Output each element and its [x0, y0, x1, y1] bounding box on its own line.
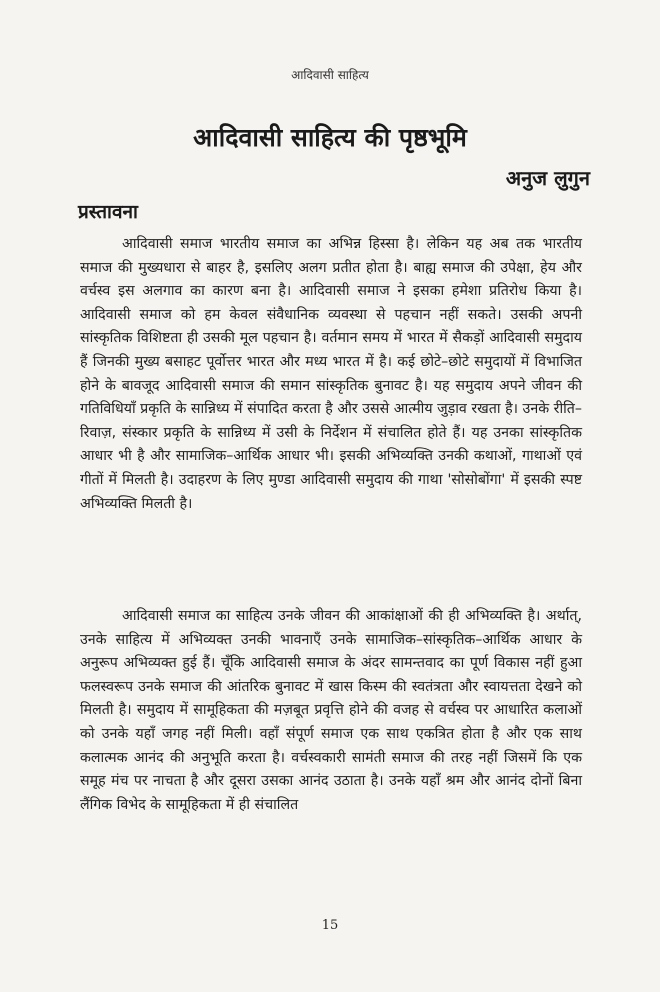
- running-header: आदिवासी साहित्य: [291, 68, 369, 82]
- paragraph: आदिवासी समाज भारतीय समाज का अभिन्न हिस्सा है। लेकिन यह अब तक भारतीय समाज की मुख्यधारा से बाहर है, इसलिए अलग प्रतीत होता है। बाह्य समाज की उपेक्षा, हेय और वर्चस्व इस अलगाव का कारण बना है। आदिवासी समाज ने इसका हमेशा प्रतिरोध किया है। आदिवासी समाज को हम केवल संवैधानिक व्यवस्था से पहचान नहीं सकते। उसकी अपनी सांस्कृतिक विशिष्टता ही उसकी मूल पहचान है। वर्तमान समय में भारत में सैकड़ों आदिवासी समुदाय हैं जिनकी मुख्य बसाहट पूर्वोत्तर भारत और मध्य भारत में है। कई छोटे–छोटे समुदायों में विभाजित होने के बावजूद आदिवासी समाज की समान सांस्कृतिक बुनावट है। यह समुदाय अपने जीवन की गतिविधियाँ प्रकृति के सान्निध्य में संपादित करता है और उससे आत्मीय जुड़ाव रखता है। उनके रीति–रिवाज़, संस्कार प्रकृति के सान्निध्य में उसी के निर्देशन में संचालित होते हैं। यह उनका सांस्कृतिक आधार भी है और सामाजिक–आर्थिक आधार भी। इसकी अभिव्यक्ति उनकी कथाओं, गाथाओं एवं गीतों में मिलती है। उदाहरण के लिए मुण्डा आदिवासी समुदाय की गाथा 'सोसोबोंगा' में इसकी स्पष्ट अभिव्यक्ति मिलती है।: [80, 236, 582, 512]
- page-number: 15: [321, 918, 339, 933]
- chapter-title: आदिवासी साहित्य की पृष्ठभूमि: [193, 123, 467, 152]
- paragraph-block-1: [80, 233, 582, 516]
- author-name: अनुज लुगुन: [505, 166, 590, 190]
- paragraph: आदिवासी समाज का साहित्य उनके जीवन की आकांक्षाओं की ही अभिव्यक्ति है। अर्थात्, उनके साहित्य में अभिव्यक्त उनकी भावनाएँ उनके सामाजिक–सांस्कृतिक–आर्थिक आधार के अनुरूप अभिव्यक्त हुई हैं। चूँकि आदिवासी समाज के अंदर सामन्तवाद का पूर्ण विकास नहीं हुआ फलस्वरूप उनके समाज की आंतरिक बुनावट में खास किस्म की स्वतंत्रता और स्वायत्तता देखने को मिलती है। समुदाय में सामूहिकता की मज़बूत प्रवृत्ति होने की वजह से वर्चस्व पर आधारित कलाओं को उनके यहाँ जगह नहीं मिली। वहाँ संपूर्ण समाज एक साथ एकत्रित होता है और एक साथ कलात्मक आनंद की अनुभूति करता है। वर्चस्वकारी सामंती समाज की तरह नहीं जिसमें कि एक समूह मंच पर नाचता है और दूसरा उसका आनंद उठाता है। उनके यहाँ श्रम और आनंद दोनों बिना लैंगिक विभेद के सामूहिकता में ही संचालित: [80, 608, 582, 813]
- paragraph-block-2: [80, 605, 582, 817]
- section-heading: प्रस्तावना: [78, 201, 138, 223]
